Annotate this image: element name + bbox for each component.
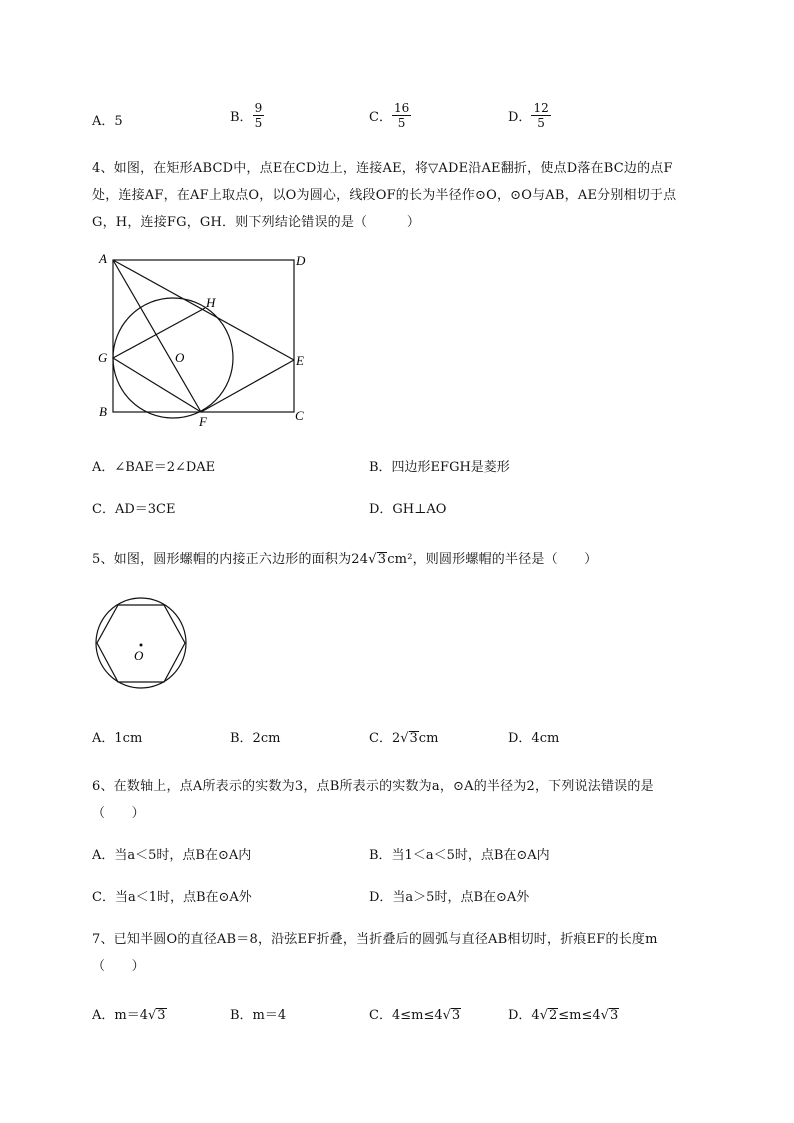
q3-option-d-label: D．: [508, 110, 532, 125]
q7-option-b: B．m＝4: [230, 1008, 287, 1023]
q4-option-a: A．∠BAE＝2∠DAE: [92, 460, 216, 475]
sqrt-icon: √: [148, 1008, 157, 1023]
q3-option-d-fraction: [531, 101, 550, 130]
q7-stem-line-2: （ ）: [92, 959, 145, 974]
q3-option-d-numerator: 12: [533, 101, 549, 115]
q3-option-a: A．5: [92, 114, 123, 129]
q3-option-d: [508, 101, 551, 130]
q5-option-c: [369, 727, 438, 746]
q7-option-c: [369, 1004, 461, 1023]
q6-option-a: A．当a＜5时，点B在⊙A内: [92, 848, 252, 863]
q7-option-a-radicand: 3: [157, 1008, 166, 1023]
q6-option-c: C．当a＜1时，点B在⊙A外: [92, 890, 252, 905]
q5-stem-radicand: 3: [377, 552, 387, 567]
label-o: O: [134, 648, 144, 663]
outer-circle: [96, 598, 186, 688]
q3-option-b-denominator: 5: [254, 116, 263, 130]
q3-option-b: [230, 101, 264, 130]
q7-option-a: [92, 1004, 167, 1023]
segment-ae: [113, 260, 294, 360]
rectangle-abcd: [113, 260, 294, 412]
q5-stem: [92, 548, 597, 567]
q3-option-d-denominator: 5: [537, 116, 545, 130]
q4-stem-line-2: 处，连接AF，在AF上取点O，以O为圆心，线段OF的长为半径作⊙O，⊙O与AB，AE分别相切于点: [92, 188, 677, 203]
sqrt-icon: √: [539, 1008, 548, 1023]
q4-stem-line-3: G，H，连接FG，GH．则下列结论错误的是（ ）: [92, 215, 421, 230]
q3-option-b-numerator: 9: [254, 101, 263, 115]
q5-option-c-post: cm: [418, 731, 439, 746]
q5-option-d: D．4cm: [508, 731, 560, 746]
label-o: O: [175, 350, 185, 365]
q7-option-d: [508, 1004, 619, 1023]
q4-geometry-figure: [92, 248, 322, 434]
q3-option-b-fraction: [253, 101, 265, 130]
q3-option-c: [369, 101, 411, 130]
q5-stem-pre: 5、如图，圆形螺帽的内接正六边形的面积为24: [92, 552, 369, 567]
segment-ef: [201, 360, 294, 412]
q5-option-b: B．2cm: [230, 731, 281, 746]
q5-option-a: A．1cm: [92, 731, 143, 746]
center-dot: [140, 644, 143, 647]
label-g: G: [98, 350, 108, 365]
q6-option-b: B．当1＜a＜5时，点B在⊙A内: [369, 848, 550, 863]
sqrt-icon: √: [368, 552, 377, 567]
q5-stem-post: cm²，则圆形螺帽的半径是（ ）: [387, 552, 598, 567]
q4-option-b: B．四边形EFGH是菱形: [369, 460, 510, 475]
q7-option-d-mid: ≤m≤4: [558, 1008, 601, 1023]
label-d: D: [296, 253, 306, 268]
label-b: B: [99, 404, 107, 419]
q3-option-c-fraction: [392, 101, 411, 130]
label-e: E: [296, 353, 304, 368]
q7-option-c-radicand: 3: [451, 1008, 461, 1023]
q5-option-c-pre: C．2: [369, 731, 401, 746]
label-a: A: [99, 251, 107, 266]
segment-af: [113, 260, 201, 412]
label-h: H: [206, 295, 216, 310]
q3-option-c-numerator: 16: [393, 101, 410, 115]
q3-option-c-denominator: 5: [397, 116, 406, 130]
q7-option-c-pre: C．4≤m≤4: [369, 1008, 443, 1023]
label-f: F: [199, 414, 207, 429]
segment-gh: [113, 308, 205, 358]
q7-option-d-radicand-1: 2: [549, 1008, 558, 1023]
sqrt-icon: √: [400, 731, 409, 746]
q5-nut-figure: [92, 595, 192, 695]
q3-option-c-label: C．: [369, 110, 392, 125]
q7-option-d-radicand-2: 3: [609, 1008, 619, 1023]
label-c: C: [295, 408, 304, 423]
q6-stem-line-2: （ ）: [92, 806, 145, 821]
segment-gf: [113, 358, 201, 412]
q7-option-a-pre: A．m＝4: [92, 1008, 148, 1023]
sqrt-icon: √: [600, 1008, 609, 1023]
q3-option-b-label: B．: [230, 110, 253, 125]
q7-stem-line-1: 7、已知半圆O的直径AB＝8，沿弦EF折叠，当折叠后的圆弧与直径AB相切时，折痕EF的长度m: [92, 932, 658, 947]
q6-stem-line-1: 6、在数轴上，点A所表示的实数为3，点B所表示的实数为a，⊙A的半径为2，下列说法错误的是: [92, 779, 654, 794]
q4-option-d: D．GH⊥AO: [369, 502, 447, 517]
q4-option-c: C．AD＝3CE: [92, 502, 176, 517]
q7-option-d-pre: D．4: [508, 1008, 540, 1023]
sqrt-icon: √: [442, 1008, 451, 1023]
q4-stem-line-1: 4、如图，在矩形ABCD中，点E在CD边上，连接AE，将▽ADE沿AE翻折，使点D落在BC边的点F: [92, 161, 673, 176]
q6-option-d: D．当a＞5时，点B在⊙A外: [369, 890, 530, 905]
q5-option-c-radicand: 3: [409, 731, 418, 746]
